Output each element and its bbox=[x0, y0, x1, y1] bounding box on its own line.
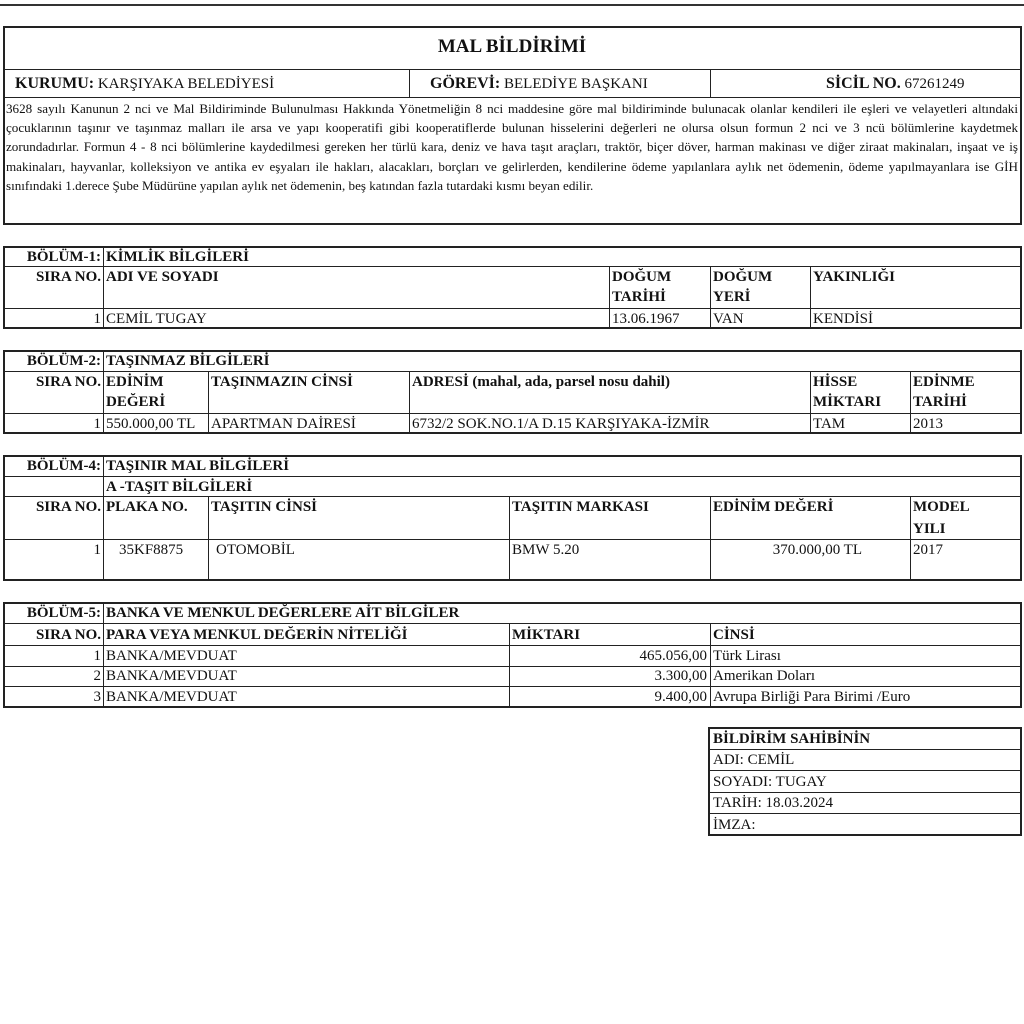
s5-header-miktar: MİKTARI bbox=[512, 627, 581, 643]
s5-header-nitelik: PARA VEYA MENKUL DEĞERİN NİTELİĞİ bbox=[106, 627, 408, 643]
owner-soyad: SOYADI: TUGAY bbox=[713, 774, 827, 790]
s1-row1-dogum-yeri: VAN bbox=[713, 311, 744, 327]
s5-row2-miktar: 3.300,00 bbox=[654, 668, 707, 684]
s4-row1-sira: 1 bbox=[93, 542, 101, 558]
s2-row1-cins: APARTMAN DAİRESİ bbox=[211, 416, 356, 432]
s5-header-cins: CİNSİ bbox=[713, 627, 755, 643]
s2-header-adres: ADRESİ (mahal, ada, parsel nosu dahil) bbox=[412, 374, 670, 390]
s5-row3-miktar: 9.400,00 bbox=[654, 689, 707, 705]
section5-title: BANKA VE MENKUL DEĞERLERE AİT BİLGİLER bbox=[106, 605, 460, 621]
s2-header-edinme-1: EDİNME bbox=[913, 374, 975, 390]
s1-row1-sira: 1 bbox=[93, 311, 101, 327]
gorev-value: BELEDİYE BAŞKANI bbox=[503, 76, 648, 92]
s2-header-edinim-2: DEĞERİ bbox=[106, 394, 166, 410]
s2-header-edinim-1: EDİNİM bbox=[106, 374, 164, 390]
sicil-value: 67261249 bbox=[904, 76, 965, 92]
s4-header-model-1: MODEL bbox=[913, 499, 970, 515]
section1-label: BÖLÜM-1: bbox=[26, 249, 101, 265]
s2-row1-adres: 6732/2 SOK.NO.1/A D.15 KARŞIYAKA-İZMİR bbox=[412, 416, 710, 432]
owner-imza: İMZA: bbox=[713, 817, 756, 833]
kurum-value: KARŞIYAKA BELEDİYESİ bbox=[97, 76, 275, 92]
section4-subtitle: A -TAŞIT BİLGİLERİ bbox=[106, 479, 253, 495]
s2-row1-hisse: TAM bbox=[813, 416, 846, 432]
page-title: MAL BİLDİRİMİ bbox=[437, 36, 587, 57]
s4-row1-cins: OTOMOBİL bbox=[216, 542, 295, 558]
s1-row1-yakinlik: KENDİSİ bbox=[813, 311, 873, 327]
kurum-field bbox=[15, 75, 274, 93]
s2-header-cins: TAŞINMAZIN CİNSİ bbox=[211, 374, 353, 390]
s2-row1-tarih: 2013 bbox=[913, 416, 943, 432]
s5-row2-nitelik: BANKA/MEVDUAT bbox=[106, 668, 237, 684]
s1-row1-dogum-tarihi: 13.06.1967 bbox=[612, 311, 680, 327]
s4-header-cins: TAŞITIN CİNSİ bbox=[211, 499, 318, 515]
sicil-label: SİCİL NO. bbox=[826, 75, 901, 92]
s5-row1-miktar: 465.056,00 bbox=[639, 648, 707, 664]
gorev-label: GÖREVİ: bbox=[430, 75, 501, 92]
s1-header-ad: ADI VE SOYADI bbox=[106, 269, 219, 285]
owner-ad: ADI: CEMİL bbox=[713, 752, 795, 768]
section4-title: TAŞINIR MAL BİLGİLERİ bbox=[106, 458, 290, 474]
s5-row1-sira: 1 bbox=[93, 648, 101, 664]
s5-row1-cins: Türk Lirası bbox=[713, 648, 781, 664]
s4-header-marka: TAŞITIN MARKASI bbox=[512, 499, 649, 515]
top-rule bbox=[0, 4, 1024, 6]
s2-header-hisse-2: MİKTARI bbox=[813, 394, 882, 410]
section5-label: BÖLÜM-5: bbox=[26, 605, 101, 621]
s4-row1-deger: 370.000,00 TL bbox=[772, 542, 862, 558]
intro-paragraph: 3628 sayılı Kanunun 2 nci ve Mal Bildiriminde Bulunulması Hakkında Yönetmeliğin 8 nci maddesine göre mal bildiriminde bulunacak olanlar kendileri ile eşleri ve velayetleri altındaki çocuklarının taşınır ve taşınmaz malları ile arsa ve yapı kooperatifi gibi kooperatiflerde bulunan hisselerini değerleri ne olursa olsun formun 2 nci ve 3 ncü bölümlerine kaydetmek zorundadırlar. Formun 4 - 8 nci bölümlerine kaydedilmesi gereken her türlü kara, deniz ve hava taşıt araçları, traktör, biçer döver, harman makinası ve diğer ziraat makinaları, inşaat ve iş makinaları, hayvanlar, kolleksiyon ve antika ev eşyaları ile hakları, alacakları, borçları ve gelirlerden, kendilerine ödeme yapılanlara aylık net ödemenin, ödeme yapılmayanlara ise GİH sınıfındaki 1.derece Şube Müdürüne yapılan aylık net ödemenin, beş katından fazla tutardaki kısmı beyan edilir. bbox=[6, 101, 1018, 193]
s4-row1-marka: BMW 5.20 bbox=[512, 542, 580, 558]
s5-row1-nitelik: BANKA/MEVDUAT bbox=[106, 648, 237, 664]
s1-header-dogum-tarihi-2: TARİHİ bbox=[612, 289, 666, 305]
s1-header-dogum-yeri-2: YERİ bbox=[713, 289, 751, 305]
s1-row1-ad: CEMİL TUGAY bbox=[106, 311, 207, 327]
s2-header-sira: SIRA NO. bbox=[35, 374, 101, 390]
s5-row2-sira: 2 bbox=[93, 668, 101, 684]
s1-header-yakinlik: YAKINLIĞI bbox=[813, 269, 895, 285]
sicil-field bbox=[826, 75, 964, 93]
section4-label: BÖLÜM-4: bbox=[26, 458, 101, 474]
s5-row3-sira: 3 bbox=[93, 689, 101, 705]
s5-row3-nitelik: BANKA/MEVDUAT bbox=[106, 689, 237, 705]
s5-header-sira: SIRA NO. bbox=[35, 627, 101, 643]
s4-header-plaka: PLAKA NO. bbox=[106, 499, 188, 515]
section1-title: KİMLİK BİLGİLERİ bbox=[106, 249, 249, 265]
owner-tarih: TARİH: 18.03.2024 bbox=[713, 795, 834, 811]
s5-row2-cins: Amerikan Doları bbox=[713, 668, 816, 684]
gorev-field bbox=[430, 75, 648, 93]
s1-header-dogum-yeri-1: DOĞUM bbox=[713, 269, 773, 285]
s2-header-edinme-2: TARİHİ bbox=[913, 394, 967, 410]
s4-row1-plaka: 35KF8875 bbox=[119, 542, 184, 558]
s1-header-sira: SIRA NO. bbox=[35, 269, 101, 285]
s1-header-dogum-tarihi-1: DOĞUM bbox=[612, 269, 672, 285]
s4-header-deger: EDİNİM DEĞERİ bbox=[713, 499, 834, 515]
s2-header-hisse-1: HİSSE bbox=[813, 374, 858, 390]
s2-row1-deger: 550.000,00 TL bbox=[106, 416, 196, 432]
section2-label: BÖLÜM-2: bbox=[26, 353, 101, 369]
section2-title: TAŞINMAZ BİLGİLERİ bbox=[106, 353, 270, 369]
s4-header-model-2: YILI bbox=[913, 521, 946, 537]
s4-row1-yil: 2017 bbox=[913, 542, 943, 558]
s5-row3-cins: Avrupa Birliği Para Birimi /Euro bbox=[713, 689, 911, 705]
s2-row1-sira: 1 bbox=[93, 416, 101, 432]
owner-title: BİLDİRİM SAHİBİNİN bbox=[713, 731, 871, 747]
s4-header-sira: SIRA NO. bbox=[35, 499, 101, 515]
kurum-label: KURUMU: bbox=[15, 75, 95, 92]
